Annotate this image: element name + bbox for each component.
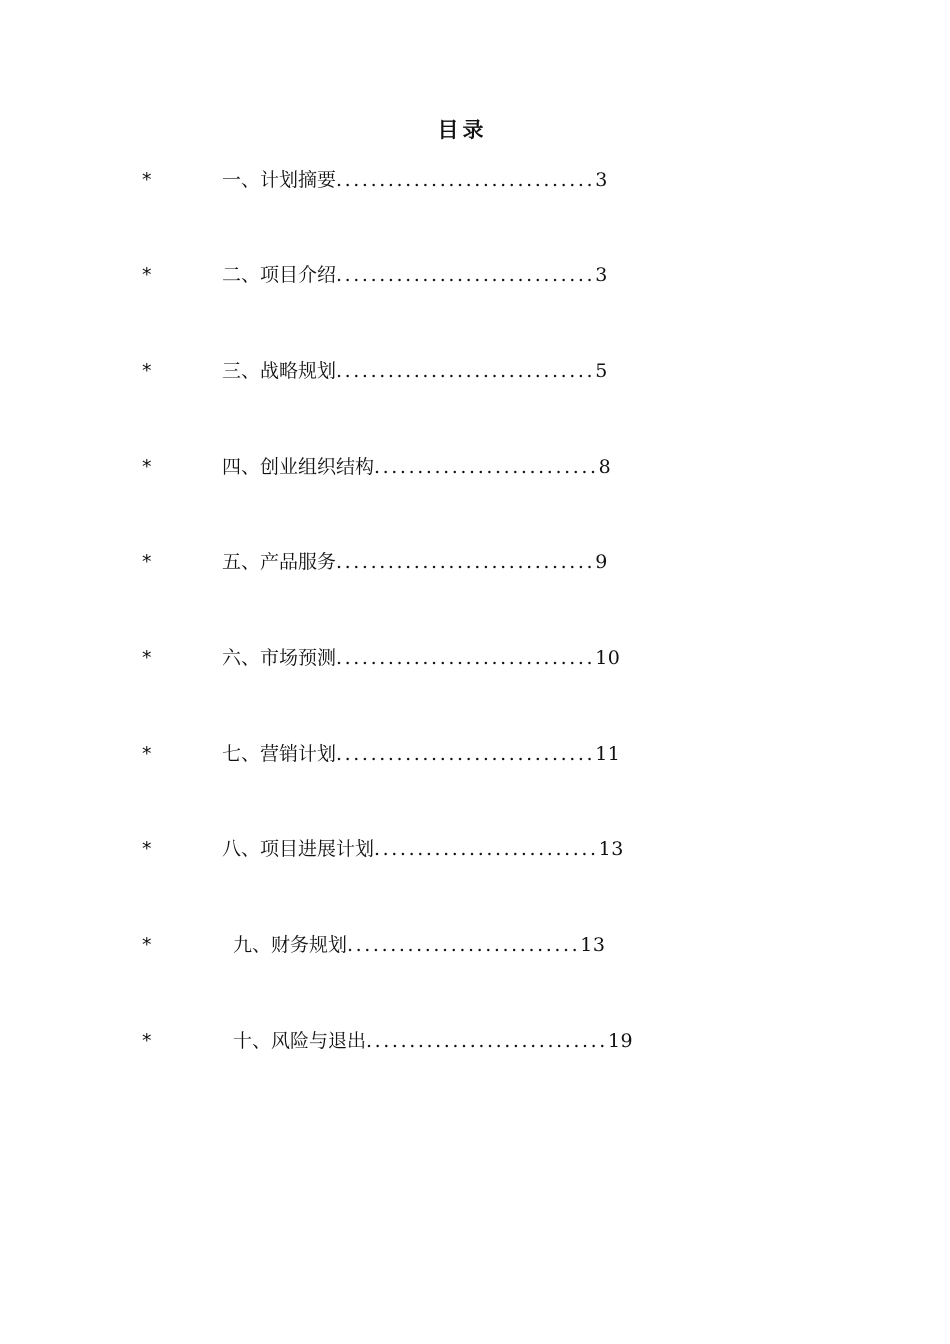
toc-entry-text	[222, 452, 611, 482]
toc-entry[interactable]	[0, 547, 950, 577]
toc-entry-page: 11	[595, 743, 621, 765]
toc-entry-leader: ............................	[366, 1030, 608, 1052]
toc-entry-label: 四、创业组织结构	[222, 456, 375, 478]
bullet-marker: *	[142, 838, 152, 860]
toc-entry-leader: ..........................	[374, 456, 599, 478]
bullet-marker: *	[142, 647, 152, 669]
toc-entry[interactable]	[0, 260, 950, 290]
toc-entry-label: 二、项目介绍	[222, 264, 337, 286]
toc-entry-label: 九、财务规划	[233, 934, 348, 956]
bullet-marker: *	[142, 456, 152, 478]
toc-entry-page: 10	[595, 647, 621, 669]
toc-entry[interactable]	[0, 1026, 950, 1056]
toc-entry-label: 七、营销计划	[222, 743, 337, 765]
toc-entry[interactable]	[0, 834, 950, 864]
bullet-marker: *	[142, 1030, 152, 1052]
toc-entry[interactable]	[0, 739, 950, 769]
toc-entry-text	[222, 834, 624, 864]
bullet-marker: *	[142, 934, 152, 956]
toc-entry-text	[222, 165, 608, 195]
toc-entry-text	[233, 930, 605, 960]
toc-entry-leader: ...........................	[347, 934, 581, 956]
toc-entry-label: 三、战略规划	[222, 360, 337, 382]
toc-title: 目录	[437, 118, 488, 142]
toc-entry-page: 19	[607, 1030, 634, 1052]
toc-entry[interactable]	[0, 356, 950, 386]
toc-entry[interactable]	[0, 452, 950, 482]
bullet-marker: *	[142, 169, 152, 191]
toc-entry-leader: ..............................	[336, 264, 596, 286]
toc-entry-text	[222, 643, 620, 673]
toc-entry-page: 13	[598, 838, 624, 860]
toc-entry-leader: ..............................	[336, 743, 596, 765]
bullet-marker: *	[142, 551, 152, 573]
toc-entry-leader: ..............................	[336, 551, 596, 573]
toc-entry-text	[222, 547, 608, 577]
toc-entry[interactable]	[0, 930, 950, 960]
toc-entry-leader: ..............................	[336, 360, 596, 382]
bullet-marker: *	[142, 743, 152, 765]
toc-entry-text	[222, 260, 608, 290]
toc-entry-page: 13	[580, 934, 606, 956]
toc-entry-text	[222, 356, 608, 386]
toc-entry-text	[233, 1026, 633, 1056]
toc-entry-page: 3	[595, 169, 608, 191]
toc-entry[interactable]	[0, 165, 950, 195]
toc-entry-page: 8	[598, 456, 612, 478]
bullet-marker: *	[142, 264, 152, 286]
toc-entry-page: 3	[595, 264, 608, 286]
toc-entry-leader: ..........................	[374, 838, 599, 860]
bullet-marker: *	[142, 360, 152, 382]
toc-entry[interactable]	[0, 643, 950, 673]
toc-entry-label: 十、风险与退出	[233, 1030, 367, 1052]
toc-entry-text	[222, 739, 620, 769]
toc-entry-label: 八、项目进展计划	[222, 838, 375, 860]
toc-entry-page: 9	[595, 551, 608, 573]
toc-entry-label: 五、产品服务	[222, 551, 337, 573]
toc-entry-label: 一、计划摘要	[222, 169, 337, 191]
toc-entry-leader: ..............................	[336, 169, 596, 191]
toc-entry-label: 六、市场预测	[222, 647, 337, 669]
toc-entry-leader: ..............................	[336, 647, 596, 669]
toc-entry-page: 5	[595, 360, 608, 382]
